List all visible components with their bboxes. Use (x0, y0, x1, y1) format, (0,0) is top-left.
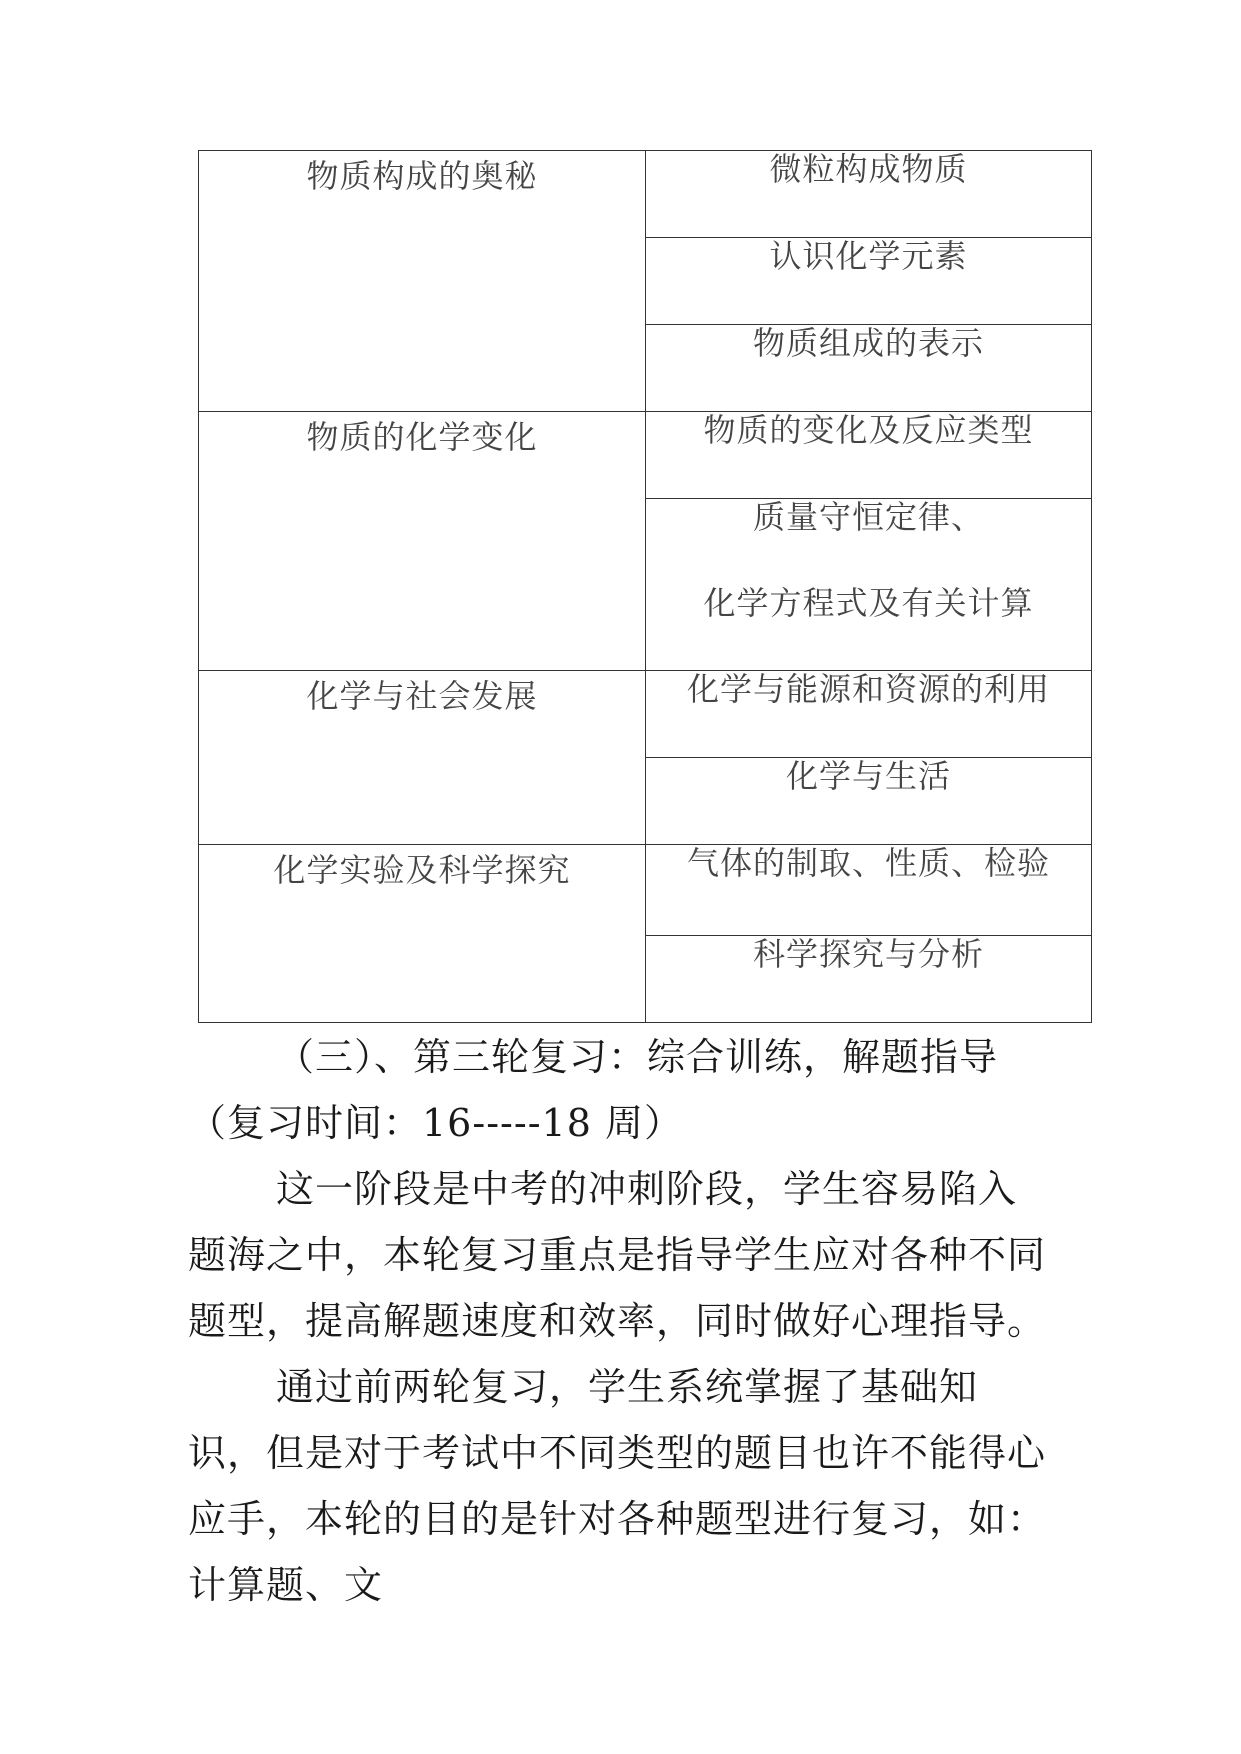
subtopic-cell (646, 151, 1092, 238)
subtopic-cell (646, 238, 1092, 325)
paragraph-text: 通过前两轮复习，学生系统掌握了基础知识，但是对于考试中不同类型的题目也许不能得心应手，本轮的目的是针对各种题型进行复习，如：计算题、文 (188, 1365, 1047, 1607)
subtopic-text: 化学与能源和资源的利用 (686, 670, 1050, 708)
subtopic-cell (646, 671, 1092, 758)
topic-cell: 化学与社会发展 (199, 671, 646, 845)
subtopic-text: 化学方程式及有关计算 (703, 584, 1034, 622)
subtopic-cell (646, 936, 1092, 1023)
subtopic-text: 微粒构成物质 (769, 150, 968, 188)
table-row (199, 412, 1092, 499)
subtopic-text: 科学探究与分析 (752, 935, 984, 973)
body-paragraph (188, 1354, 1050, 1618)
body-paragraph (188, 1156, 1050, 1354)
subtopic-text: 物质的变化及反应类型 (703, 411, 1034, 449)
paragraph-text: 这一阶段是中考的冲刺阶段，学生容易陷入题海之中，本轮复习重点是指导学生应对各种不同题型，提高解题速度和效率，同时做好心理指导。 (188, 1167, 1047, 1343)
subtopic-cell (646, 325, 1092, 412)
table-row (199, 845, 1092, 936)
subtopic-text: 质量守恒定律、 (752, 498, 984, 536)
subtopic-cell (646, 499, 1092, 671)
subtopic-text: 气体的制取、性质、检验 (686, 844, 1050, 882)
paragraph-text: （三）、第三轮复习：综合训练，解题指导（复习时间：16-----18 周） (188, 1035, 999, 1145)
subtopic-text: 化学与生活 (785, 757, 951, 795)
table-row (199, 151, 1092, 238)
topic-cell: 物质构成的奥秘 (199, 151, 646, 412)
subtopic-text: 认识化学元素 (769, 237, 968, 275)
subtopic-text: 物质组成的表示 (752, 324, 984, 362)
topic-cell: 化学实验及科学探究 (199, 845, 646, 1023)
subtopic-cell (646, 758, 1092, 845)
review-outline-table (198, 150, 1092, 1023)
table-row (199, 671, 1092, 758)
section-heading-paragraph (188, 1024, 1050, 1156)
subtopic-cell (646, 845, 1092, 936)
subtopic-cell (646, 412, 1092, 499)
topic-cell: 物质的化学变化 (199, 412, 646, 671)
